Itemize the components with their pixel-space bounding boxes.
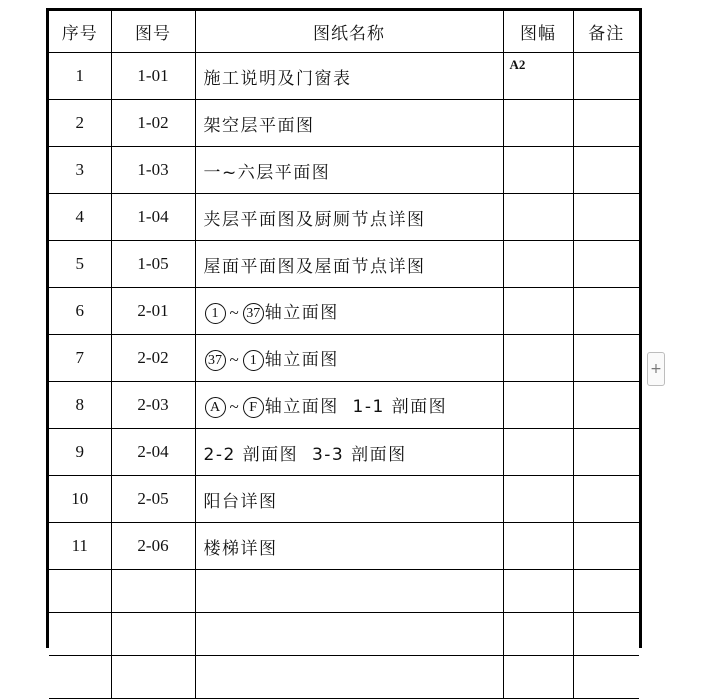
table-header-row	[49, 11, 639, 53]
empty-cell	[573, 570, 639, 613]
row-code: 1-02	[111, 100, 195, 147]
empty-row	[49, 656, 639, 699]
empty-cell	[49, 613, 111, 656]
row-name: 楼梯详图	[195, 523, 503, 570]
row-no: 1	[49, 53, 111, 100]
row-name	[195, 382, 503, 429]
empty-cell	[49, 570, 111, 613]
drawing-list-table	[46, 8, 642, 648]
row-name: 架空层平面图	[195, 100, 503, 147]
row-size	[503, 147, 573, 194]
row-size	[503, 194, 573, 241]
axis-label-circle: 1	[243, 350, 264, 371]
row-note	[573, 194, 639, 241]
empty-cell	[49, 656, 111, 699]
row-name: 施工说明及门窗表	[195, 53, 503, 100]
row-name: 阳台详图	[195, 476, 503, 523]
empty-cell	[503, 656, 573, 699]
row-no: 6	[49, 288, 111, 335]
row-name	[195, 335, 503, 382]
row-size: A2	[503, 53, 573, 100]
empty-cell	[111, 613, 195, 656]
empty-cell	[195, 570, 503, 613]
row-size	[503, 100, 573, 147]
row-no: 4	[49, 194, 111, 241]
row-note	[573, 288, 639, 335]
row-no: 5	[49, 241, 111, 288]
row-size	[503, 335, 573, 382]
table-row	[49, 241, 639, 288]
empty-cell	[195, 613, 503, 656]
empty-row	[49, 570, 639, 613]
row-size	[503, 241, 573, 288]
add-row-button[interactable]: +	[647, 352, 665, 386]
table-row	[49, 429, 639, 476]
row-name: 夹层平面图及厨厕节点详图	[195, 194, 503, 241]
row-code: 2-06	[111, 523, 195, 570]
row-no: 2	[49, 100, 111, 147]
row-code: 1-04	[111, 194, 195, 241]
row-size	[503, 429, 573, 476]
row-note	[573, 53, 639, 100]
window-top-strip	[0, 0, 712, 6]
table-row	[49, 147, 639, 194]
row-no: 8	[49, 382, 111, 429]
row-code: 2-05	[111, 476, 195, 523]
header-code: 图号	[111, 11, 195, 53]
row-code: 2-01	[111, 288, 195, 335]
empty-cell	[195, 656, 503, 699]
row-note	[573, 241, 639, 288]
axis-label-circle: 37	[205, 350, 226, 371]
row-no: 7	[49, 335, 111, 382]
header-name: 图纸名称	[195, 11, 503, 53]
table-row	[49, 53, 639, 100]
range-tilde: ~	[229, 397, 239, 417]
table-row	[49, 476, 639, 523]
row-name: 屋面平面图及屋面节点详图	[195, 241, 503, 288]
row-name	[195, 288, 503, 335]
row-no: 3	[49, 147, 111, 194]
axis-label-circle: 1	[205, 303, 226, 324]
row-size	[503, 288, 573, 335]
row-name-text: 轴立面图 1-1 剖面图	[264, 397, 448, 418]
table-row	[49, 194, 639, 241]
row-code: 2-02	[111, 335, 195, 382]
row-note	[573, 335, 639, 382]
header-size: 图幅	[503, 11, 573, 53]
row-code: 1-05	[111, 241, 195, 288]
row-no: 10	[49, 476, 111, 523]
empty-cell	[503, 570, 573, 613]
table-row	[49, 335, 639, 382]
range-tilde: ~	[229, 303, 239, 323]
range-tilde: ~	[229, 350, 239, 370]
row-size	[503, 382, 573, 429]
axis-label-circle: 37	[243, 303, 264, 324]
empty-cell	[111, 570, 195, 613]
row-name-text: 轴立面图	[264, 350, 339, 371]
axis-label-circle: A	[205, 397, 226, 418]
row-no: 9	[49, 429, 111, 476]
row-note	[573, 382, 639, 429]
table-row	[49, 100, 639, 147]
row-code: 2-04	[111, 429, 195, 476]
row-code: 2-03	[111, 382, 195, 429]
row-code: 1-01	[111, 53, 195, 100]
table-row	[49, 288, 639, 335]
table-row	[49, 382, 639, 429]
row-note	[573, 523, 639, 570]
table-row	[49, 523, 639, 570]
row-name-text: 轴立面图	[264, 303, 339, 324]
row-code: 1-03	[111, 147, 195, 194]
header-note: 备注	[573, 11, 639, 53]
row-size	[503, 523, 573, 570]
row-size	[503, 476, 573, 523]
row-name: 2-2 剖面图 3-3 剖面图	[195, 429, 503, 476]
empty-cell	[573, 613, 639, 656]
row-note	[573, 476, 639, 523]
row-no: 11	[49, 523, 111, 570]
empty-cell	[573, 656, 639, 699]
header-no: 序号	[49, 11, 111, 53]
row-note	[573, 100, 639, 147]
empty-row	[49, 613, 639, 656]
row-note	[573, 429, 639, 476]
empty-cell	[503, 613, 573, 656]
row-name: 一~六层平面图	[195, 147, 503, 194]
axis-label-circle: F	[243, 397, 264, 418]
row-note	[573, 147, 639, 194]
empty-cell	[111, 656, 195, 699]
